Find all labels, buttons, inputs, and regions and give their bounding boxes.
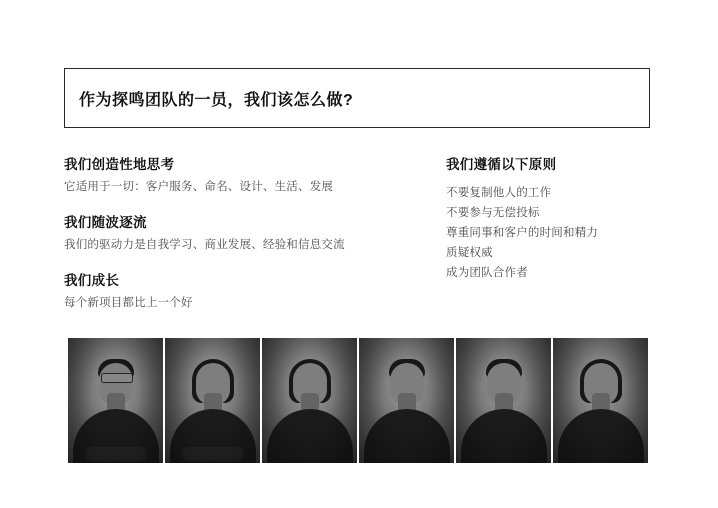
value-block [64, 155, 434, 196]
team-member-photo-3 [262, 338, 357, 463]
photo-vignette [456, 338, 551, 463]
list-item: 尊重同事和客户的时间和精力 [446, 227, 599, 239]
list-item: 不要复制他人的工作 [446, 187, 552, 199]
value-block [64, 213, 434, 254]
value-block-title: 我们创造性地思考 [64, 157, 175, 172]
team-member-photo-6 [553, 338, 648, 463]
photo-vignette [262, 338, 357, 463]
list-item: 质疑权威 [446, 247, 493, 259]
team-member-photo-1 [68, 338, 163, 463]
value-block-title: 我们成长 [64, 273, 120, 288]
team-member-photo-5 [456, 338, 551, 463]
left-column [64, 155, 434, 329]
team-member-photo-4 [359, 338, 454, 463]
principles-title: 我们遵循以下原则 [446, 157, 557, 172]
value-block-title: 我们随波逐流 [64, 215, 147, 230]
team-member-photo-2 [165, 338, 260, 463]
photo-vignette [553, 338, 648, 463]
photo-vignette [68, 338, 163, 463]
value-block-body: 每个新项目都比上一个好 [64, 297, 193, 309]
list-item: 成为团队合作者 [446, 267, 528, 279]
photo-vignette [359, 338, 454, 463]
value-block-body: 它适用于一切：客户服务、命名、设计、生活、发展 [64, 181, 334, 193]
list-item: 不要参与无偿投标 [446, 207, 540, 219]
photo-vignette [165, 338, 260, 463]
page-title: 作为探鸣团队的一员，我们该怎么做? [79, 91, 354, 109]
value-block-body: 我们的驱动力是自我学习、商业发展、经验和信息交流 [64, 239, 345, 251]
team-photo-strip [68, 338, 650, 463]
value-block [64, 271, 434, 312]
headline-box [64, 68, 650, 128]
right-column [446, 155, 656, 283]
